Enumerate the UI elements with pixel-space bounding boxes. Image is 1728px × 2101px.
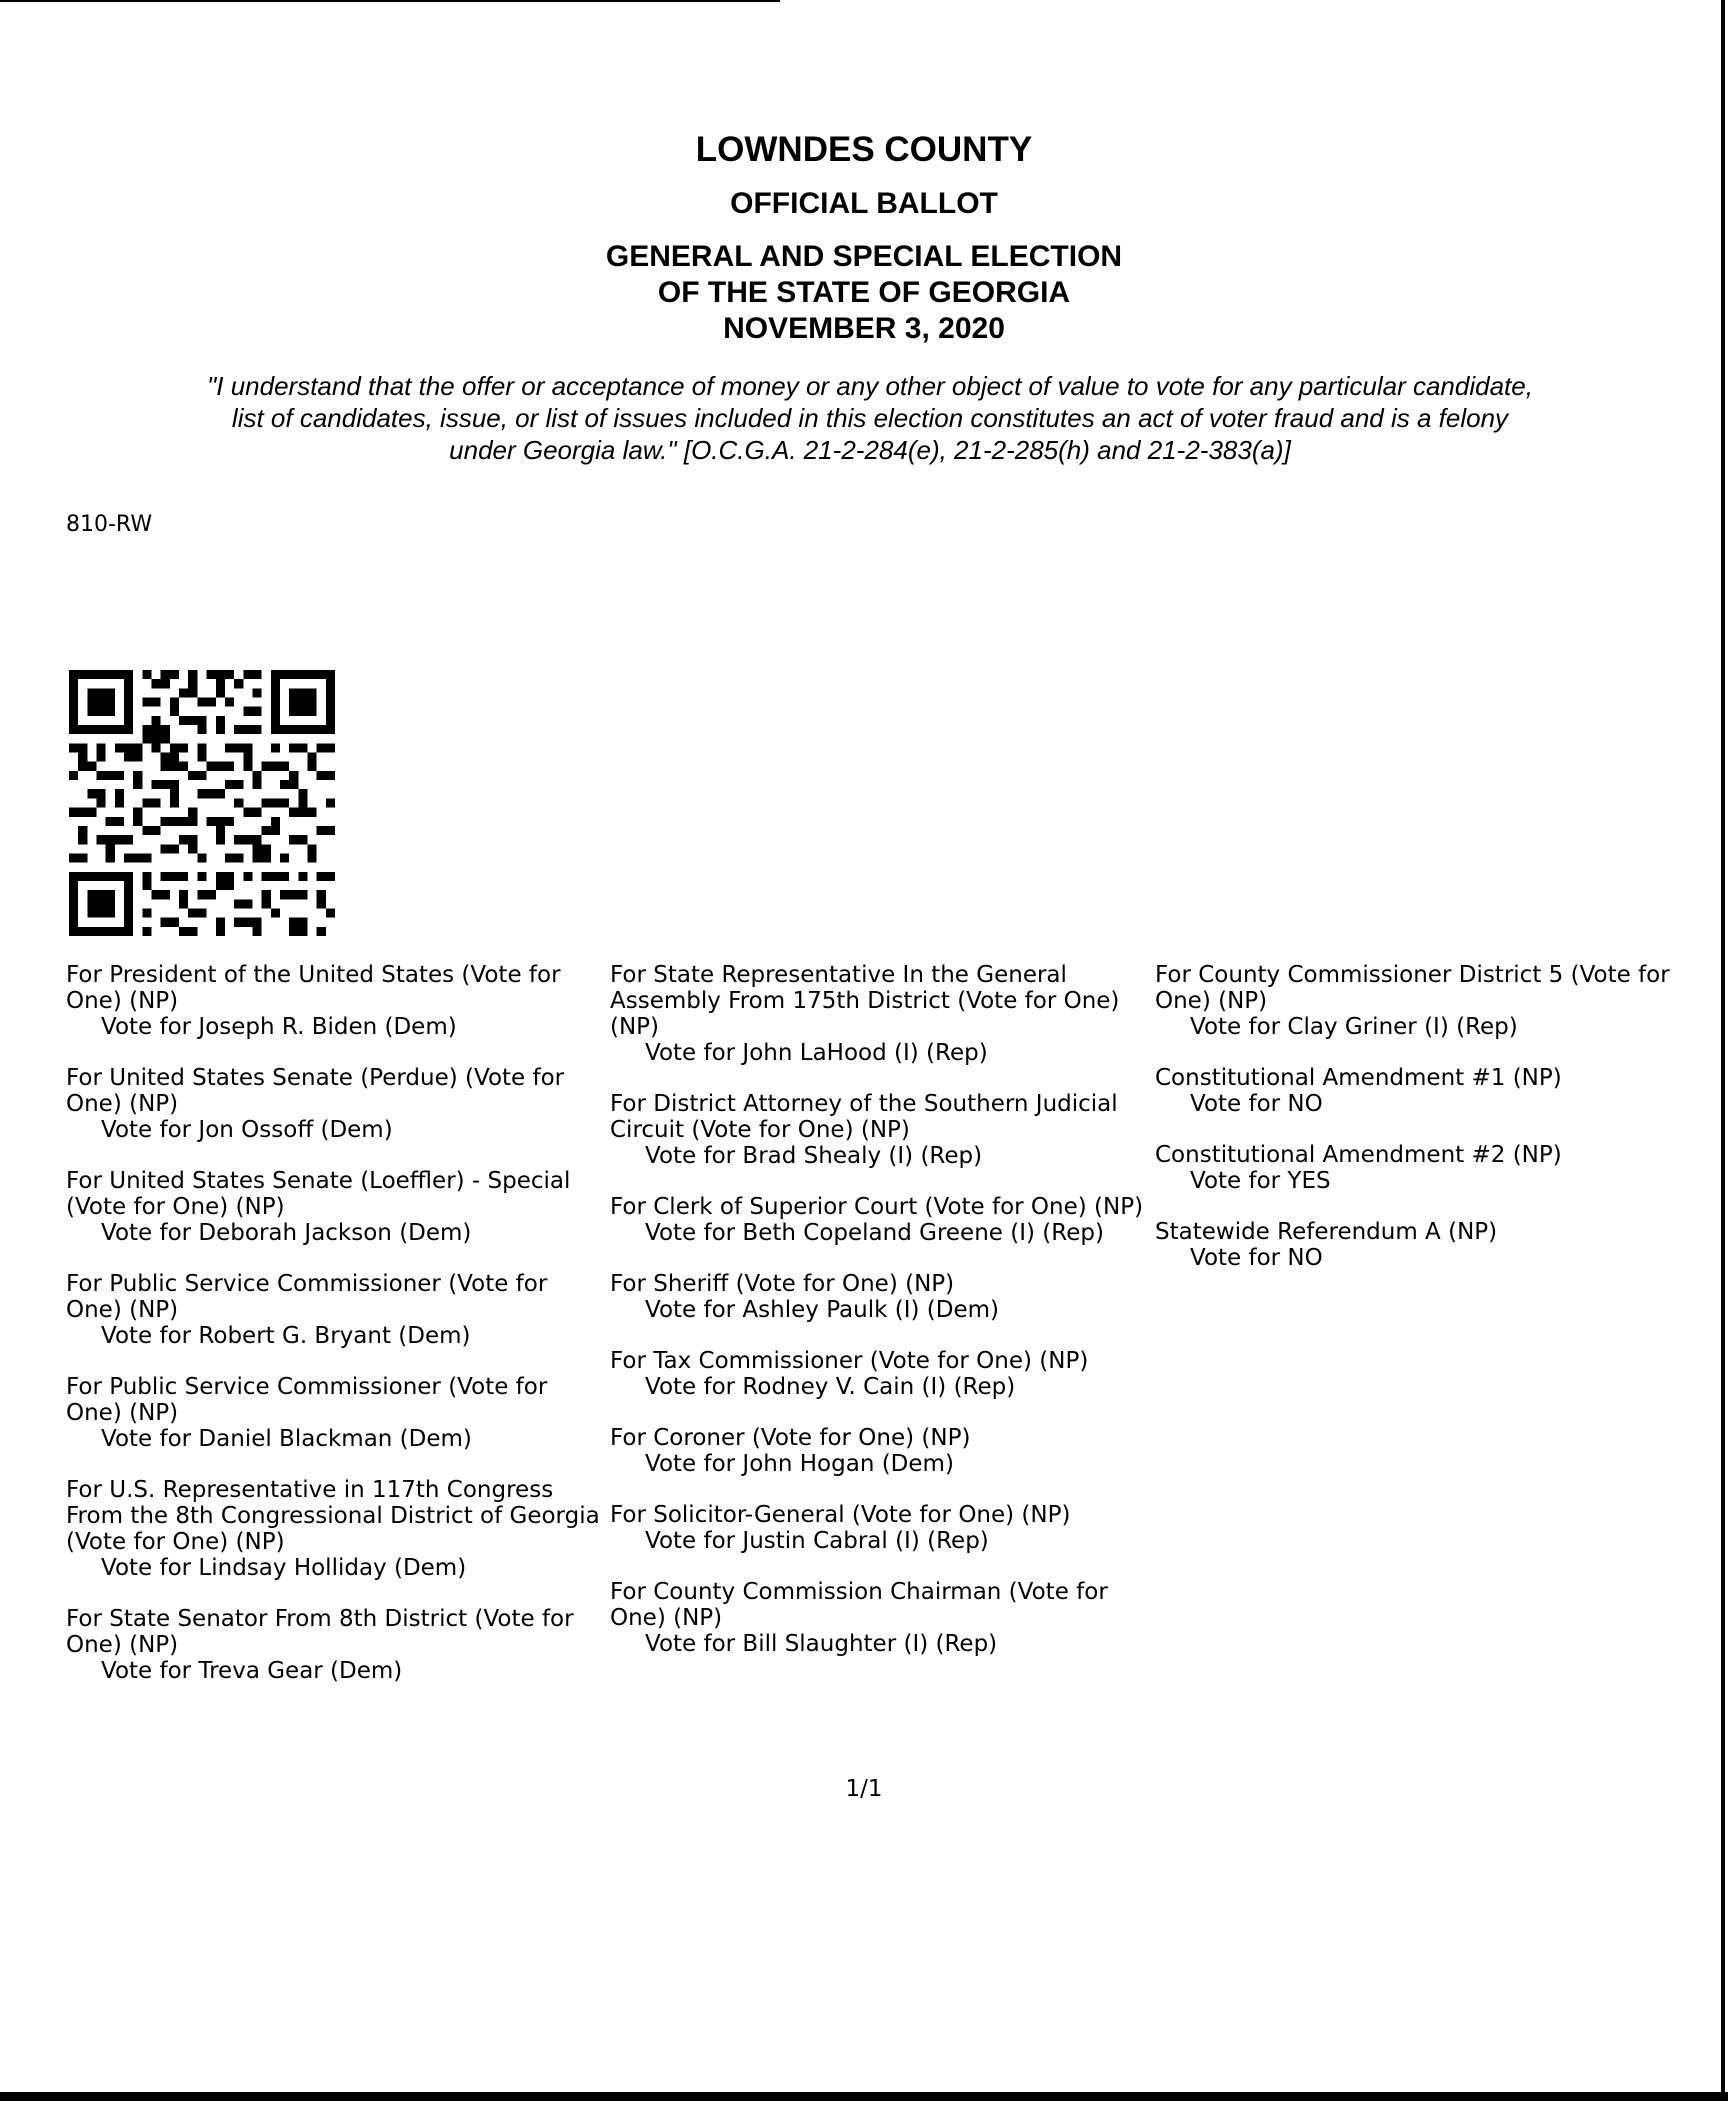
contest-title: For County Commissioner District 5 (Vote for One) (NP): [1155, 962, 1670, 1014]
ballot-style-code: 810-RW: [66, 512, 153, 537]
contest-entry: [610, 1271, 1150, 1323]
vote-selection: Vote for Rodney V. Cain (I) (Rep): [645, 1374, 1016, 1400]
contest-entry: [66, 1477, 606, 1581]
contest-title: For State Representative In the General Assembly From 175th District (Vote for One) (NP): [610, 962, 1120, 1040]
election-date: NOVEMBER 3, 2020: [723, 312, 1005, 345]
ballot-column-1: [66, 962, 606, 1709]
vote-selection: Vote for Brad Shealy (I) (Rep): [645, 1143, 983, 1169]
qr-finder-bottom-left: [69, 872, 133, 936]
contest-entry: [1155, 1142, 1675, 1194]
contest-title: Constitutional Amendment #2 (NP): [1155, 1142, 1562, 1168]
qr-finder-top-left: [69, 670, 133, 734]
ballot-column-2: [610, 962, 1150, 1682]
vote-selection: Vote for YES: [1190, 1168, 1331, 1194]
vote-selection: Vote for Lindsay Holliday (Dem): [101, 1555, 467, 1581]
election-title: [0, 239, 1728, 347]
vote-selection: Vote for Bill Slaughter (I) (Rep): [645, 1631, 998, 1657]
vote-selection: Vote for Joseph R. Biden (Dem): [101, 1014, 457, 1040]
vote-selection: Vote for Daniel Blackman (Dem): [101, 1426, 472, 1452]
bottom-border-line: [0, 2092, 1728, 2101]
top-border-line: [0, 0, 780, 2]
vote-selection: Vote for NO: [1190, 1091, 1323, 1117]
vote-selection: Vote for Ashley Paulk (I) (Dem): [645, 1297, 999, 1323]
county-title: LOWNDES COUNTY: [695, 130, 1033, 169]
contest-title: For United States Senate (Perdue) (Vote for One) (NP): [66, 1065, 565, 1117]
contest-entry: [610, 1579, 1150, 1657]
contest-entry: [610, 1194, 1150, 1246]
vote-selection: Vote for Deborah Jackson (Dem): [101, 1220, 472, 1246]
contest-title: For District Attorney of the Southern Judicial Circuit (Vote for One) (NP): [610, 1091, 1118, 1143]
contest-entry: [66, 1168, 606, 1246]
contest-title: For State Senator From 8th District (Vote for One) (NP): [66, 1606, 574, 1658]
contest-entry: [1155, 1219, 1675, 1271]
contest-entry: [66, 1606, 606, 1684]
vote-selection: Vote for Robert G. Bryant (Dem): [101, 1323, 471, 1349]
contest-entry: [1155, 1065, 1675, 1117]
contest-entry: [66, 1271, 606, 1349]
vote-selection: Vote for John LaHood (I) (Rep): [645, 1040, 988, 1066]
vote-selection: Vote for Justin Cabral (I) (Rep): [645, 1528, 989, 1554]
contest-title: For Tax Commissioner (Vote for One) (NP): [610, 1348, 1089, 1374]
vote-selection: Vote for Jon Ossoff (Dem): [101, 1117, 393, 1143]
contest-entry: [66, 1374, 606, 1452]
contest-title: For U.S. Representative in 117th Congress From the 8th Congressional District of Georgia (Vote for One) (NP): [66, 1477, 600, 1555]
contest-entry: [610, 1502, 1150, 1554]
contest-entry: [610, 962, 1150, 1066]
vote-selection: Vote for Treva Gear (Dem): [101, 1658, 403, 1684]
contest-title: For Sheriff (Vote for One) (NP): [610, 1271, 955, 1297]
oath-line-3: under Georgia law." [O.C.G.A. 21-2-284(e), 21-2-285(h) and 21-2-383(a)]: [449, 435, 1291, 465]
vote-selection: Vote for John Hogan (Dem): [645, 1451, 954, 1477]
ballot-title: OFFICIAL BALLOT: [730, 187, 998, 220]
vote-selection: Vote for Beth Copeland Greene (I) (Rep): [645, 1220, 1104, 1246]
ballot-column-3: [1155, 962, 1675, 1296]
contest-title: For Public Service Commissioner (Vote for One) (NP): [66, 1374, 548, 1426]
contest-title: For Clerk of Superior Court (Vote for One) (NP): [610, 1194, 1144, 1220]
qr-finder-top-right: [271, 670, 335, 734]
contest-entry: [66, 962, 606, 1040]
contest-title: For County Commission Chairman (Vote for One) (NP): [610, 1579, 1108, 1631]
contest-entry: [610, 1091, 1150, 1169]
contest-entry: [66, 1065, 606, 1143]
contest-title: For President of the United States (Vote for One) (NP): [66, 962, 561, 1014]
contest-entry: [610, 1425, 1150, 1477]
contest-title: For Solicitor-General (Vote for One) (NP): [610, 1502, 1071, 1528]
election-line-2: OF THE STATE OF GEORGIA: [657, 276, 1071, 309]
contest-entry: [610, 1348, 1150, 1400]
contest-entry: [1155, 962, 1675, 1040]
page-number: 1/1: [845, 1776, 883, 1802]
qr-code: [64, 670, 340, 936]
contest-title: For United States Senate (Loeffler) - Special (Vote for One) (NP): [66, 1168, 571, 1220]
contest-title: Statewide Referendum A (NP): [1155, 1219, 1498, 1245]
voter-fraud-statement: [40, 370, 1700, 466]
vote-selection: Vote for NO: [1190, 1245, 1323, 1271]
contest-title: For Public Service Commissioner (Vote for One) (NP): [66, 1271, 548, 1323]
contest-title: Constitutional Amendment #1 (NP): [1155, 1065, 1562, 1091]
vote-selection: Vote for Clay Griner (I) (Rep): [1190, 1014, 1518, 1040]
election-line-1: GENERAL AND SPECIAL ELECTION: [605, 240, 1123, 273]
oath-line-2: list of candidates, issue, or list of issues included in this election constitutes an act of voter fraud and is a felony: [231, 403, 1509, 433]
ballot-header: [0, 128, 1728, 347]
oath-line-1: "I understand that the offer or acceptance of money or any other object of value to vote for any particular candidate,: [207, 371, 1533, 401]
contest-title: For Coroner (Vote for One) (NP): [610, 1425, 971, 1451]
